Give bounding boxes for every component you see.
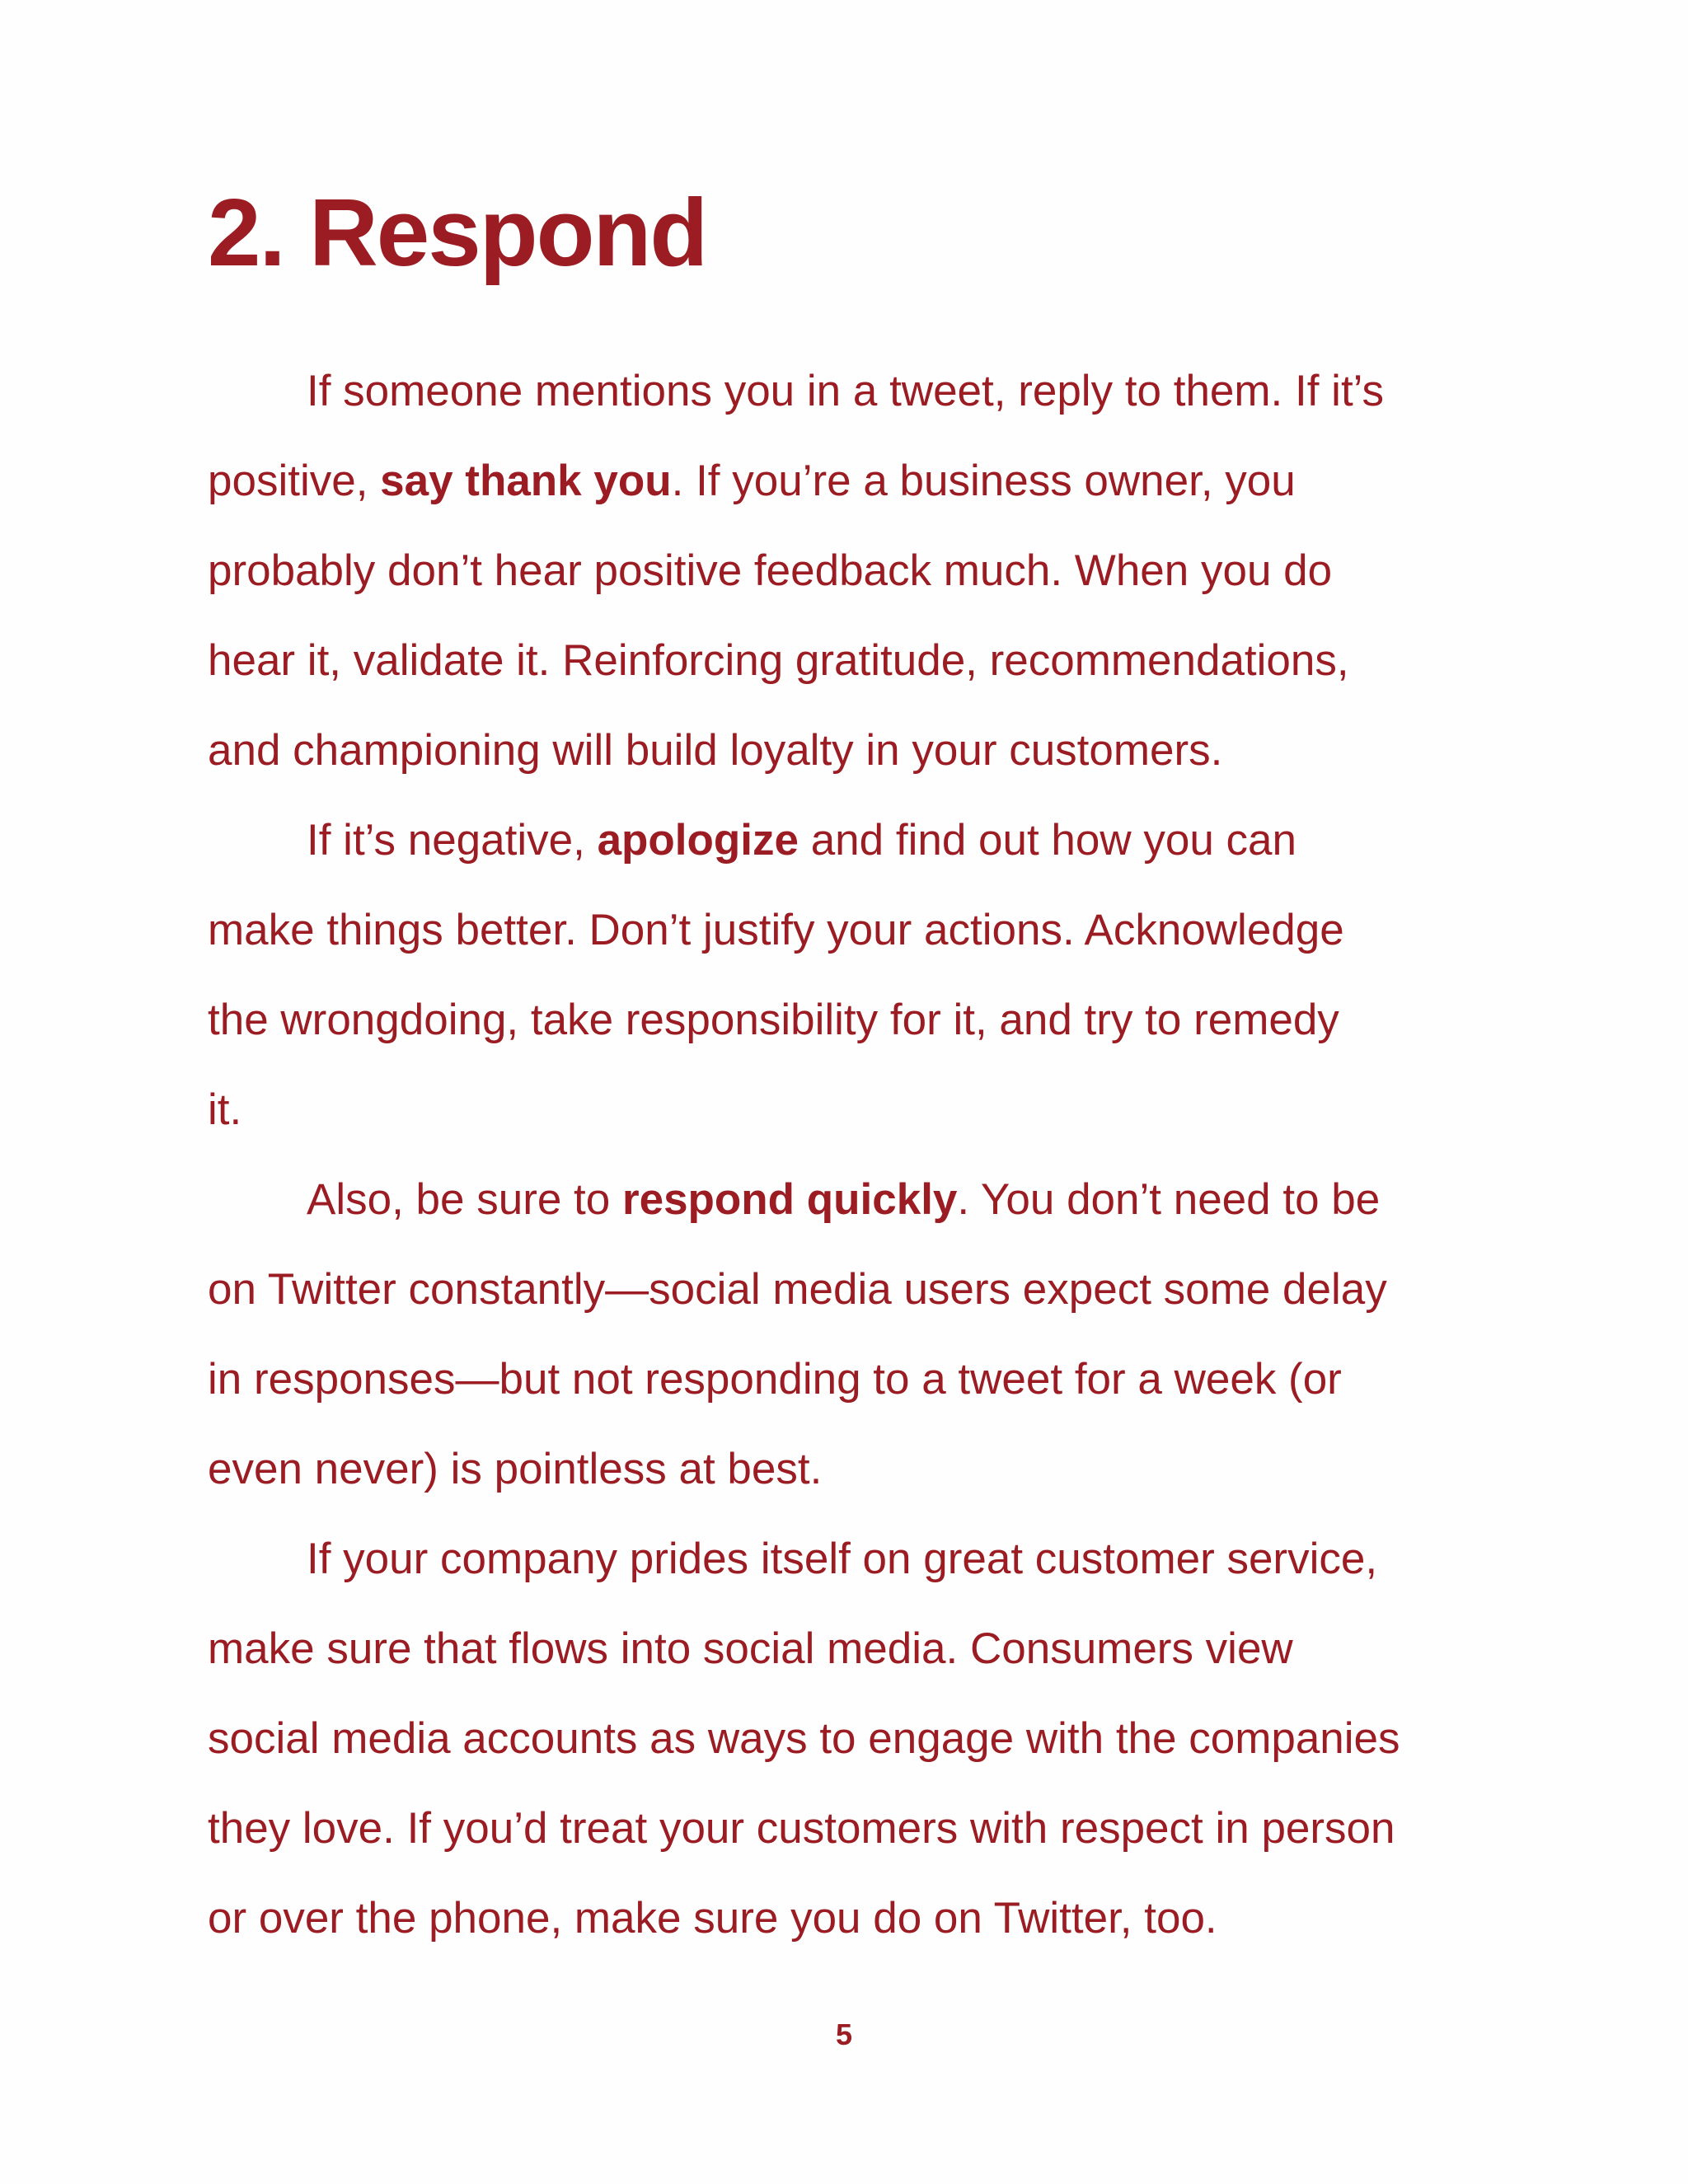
text-segment: and championing will build loyalty in your customers. [208, 726, 1223, 775]
text-line [208, 1244, 1493, 1334]
text-segment: the wrongdoing, take responsibility for it, and try to remedy [208, 996, 1339, 1044]
text-line [208, 975, 1493, 1065]
text-segment: positive, [208, 457, 381, 505]
text-line [208, 1424, 1493, 1514]
text-line [208, 885, 1493, 975]
text-line [208, 1155, 1493, 1244]
emphasis-say-thank-you: say thank you [380, 457, 672, 505]
text-segment: hear it, validate it. Reinforcing gratitude, recommendations, [208, 636, 1349, 685]
text-segment: If it’s negative, [307, 816, 598, 865]
page-number: 5 [835, 2018, 853, 2051]
emphasis-respond-quickly: respond quickly [621, 1175, 958, 1224]
text-segment: social media accounts as ways to engage with the companies [208, 1714, 1400, 1763]
text-line [208, 1514, 1493, 1604]
text-segment: If someone mentions you in a tweet, reply to them. If it’s [307, 367, 1384, 415]
text-segment: it. [208, 1085, 242, 1134]
text-line [208, 1334, 1493, 1424]
text-line [208, 436, 1493, 526]
page-title: 2. Respond [208, 179, 707, 286]
text-line [208, 1694, 1493, 1783]
text-segment: or over the phone, make sure you do on Twitter, too. [208, 1894, 1217, 1943]
text-segment: on Twitter constantly—social media users expect some delay [208, 1265, 1387, 1314]
text-segment: and find out how you can [798, 816, 1297, 865]
emphasis-apologize: apologize [597, 816, 799, 865]
text-segment: they love. If you’d treat your customers with respect in person [208, 1804, 1395, 1853]
text-segment: Also, be sure to [307, 1175, 622, 1224]
text-line [208, 1783, 1493, 1873]
text-line [208, 795, 1493, 885]
text-line [208, 616, 1493, 705]
text-segment: even never) is pointless at best. [208, 1445, 823, 1493]
text-segment: probably don’t hear positive feedback much. When you do [208, 546, 1333, 595]
text-line [208, 526, 1493, 616]
text-line [208, 346, 1493, 436]
text-segment: If your company prides itself on great customer service, [307, 1535, 1378, 1583]
text-line [208, 1873, 1493, 1963]
text-segment: . If you’re a business owner, you [671, 457, 1296, 505]
text-segment: make sure that flows into social media. Consumers view [208, 1624, 1293, 1673]
text-line [208, 1604, 1493, 1694]
text-segment: make things better. Don’t justify your actions. Acknowledge [208, 906, 1344, 954]
text-line [208, 1065, 1493, 1155]
body-text [208, 346, 1493, 1963]
text-segment: in responses—but not responding to a tweet for a week (or [208, 1355, 1342, 1404]
text-line [208, 705, 1493, 795]
text-segment: . You don’t need to be [957, 1175, 1381, 1224]
